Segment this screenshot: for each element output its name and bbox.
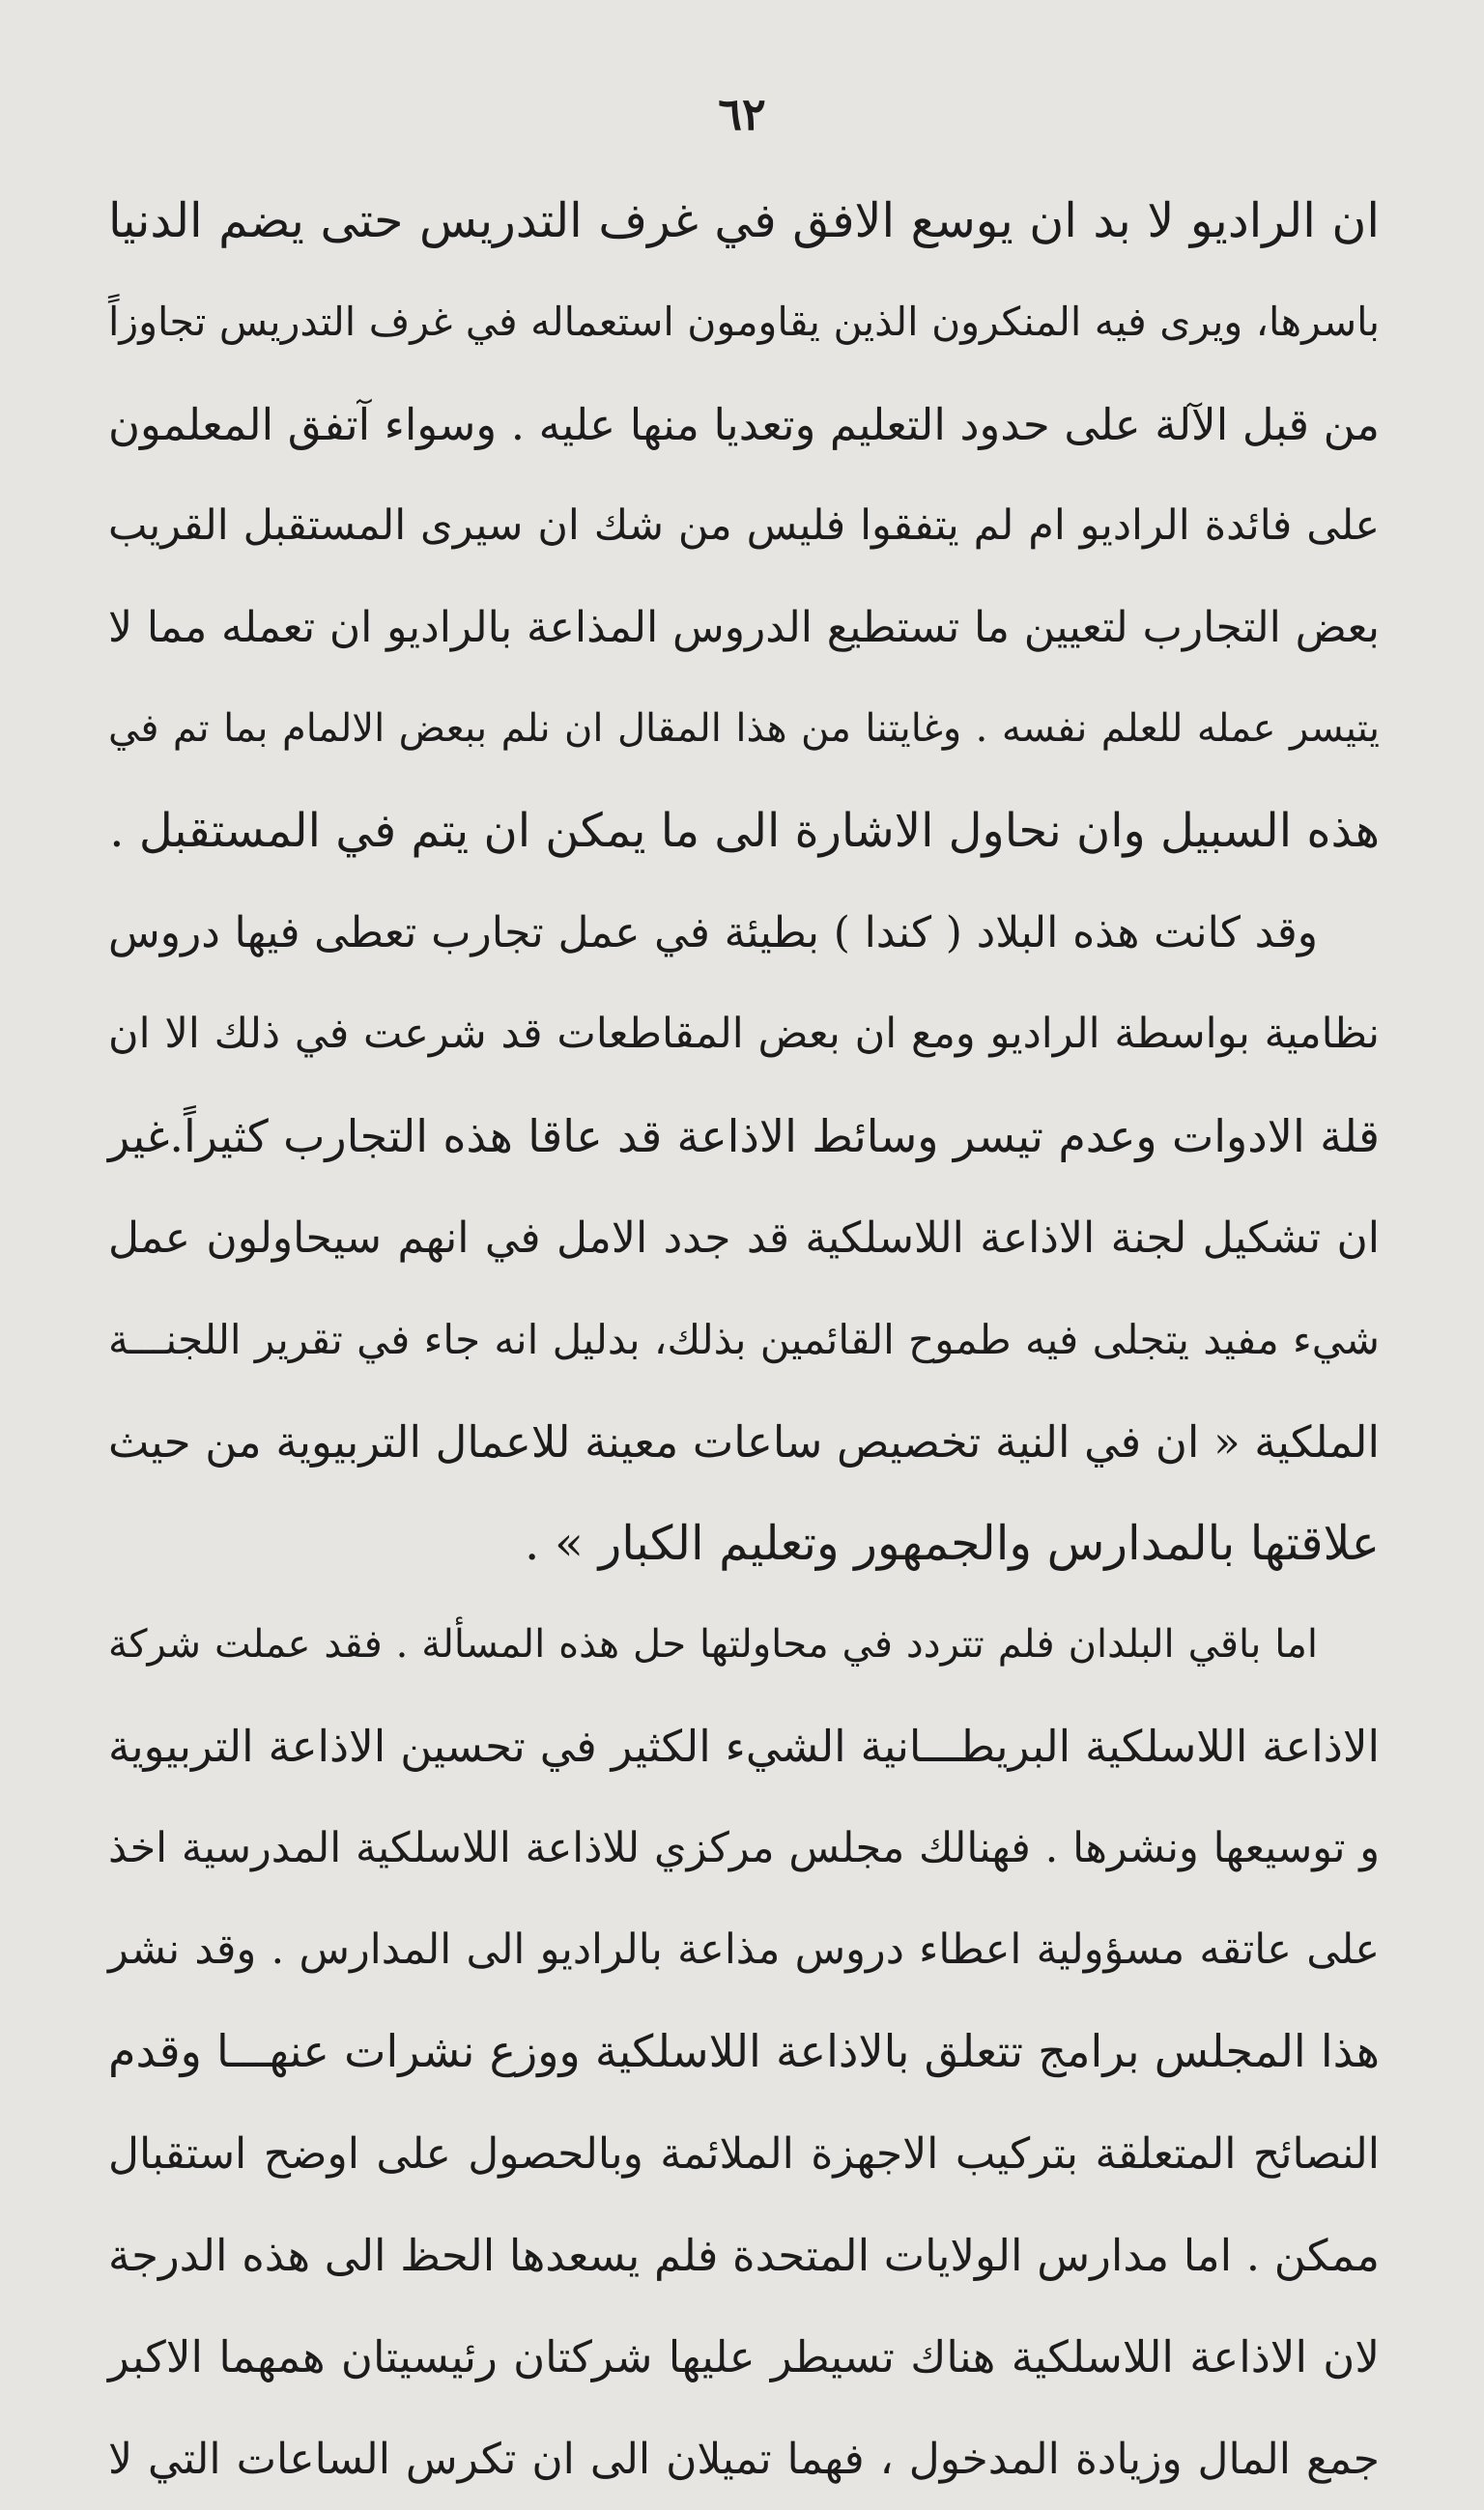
body-text [108, 170, 1380, 2510]
text-line: على عاتقه مسؤولية اعطاء دروس مذاعة بالراديو الى المدارس . وقد نشر [108, 1925, 1380, 1975]
text-line: قلة الادوات وعدم تيسر وسائط الاذاعة قد عاقا هذه التجارب كثيراً.غير [108, 1109, 1380, 1162]
text-line: و توسيعها ونشرها . فهنالك مجلس مركزي للاذاعة اللاسلكية المدرسية اخذ [108, 1823, 1380, 1872]
text-line: علاقتها بالمدارس والجمهور وتعليم الكبار » . [524, 1515, 1380, 1571]
text-line: يتيسر عمله للعلم نفسه . وغايتنا من هذا المقال ان نلم ببعض الالمام بما تم في [108, 706, 1380, 752]
paragraph-start-line: اما باقي البلدان فلم تتردد في محاولتها حل هذه المسألة . فقد عملت شركة [108, 1622, 1318, 1668]
text-line: باسرها، ويرى فيه المنكرون الذين يقاومون استعماله في غرف التدريس تجاوزاً [108, 299, 1380, 346]
text-line: نظامية بواسطة الراديو ومع ان بعض المقاطعات قد شرعت في ذلك الا ان [108, 1010, 1380, 1059]
text-line: الملكية « ان في النية تخصيص ساعات معينة للاعمال التربيوية من حيث [108, 1415, 1380, 1468]
text-line: هذا المجلس برامج تتعلق بالاذاعة اللاسلكية ووزع نشرات عنهـــا وقدم [108, 2025, 1380, 2078]
text-line: الاذاعة اللاسلكية البريطـــانية الشيء الكثير في تحسين الاذاعة التربيوية [108, 1721, 1380, 1773]
page-number: ٦٢ [718, 88, 766, 140]
text-line: هذه السبيل وان نحاول الاشارة الى ما يمكن ان يتم في المستقبل . [109, 803, 1380, 858]
text-line: شيء مفيد يتجلى فيه طموح القائمين بذلك، بدليل انه جاء في تقرير اللجنـــة [108, 1316, 1380, 1364]
text-line: النصائح المتعلقة بتركيب الاجهزة الملائمة وبالحصول على اوضح استقبال [108, 2128, 1380, 2179]
text-line: لان الاذاعة اللاسلكية هناك تسيطر عليها شركتان رئيسيتان همهما الاكبر [108, 2331, 1380, 2383]
text-line: ان الراديو لا بد ان يوسع الافق في غرف التدريس حتى يضم الدنيا [108, 193, 1380, 248]
text-line: من قبل الآلة على حدود التعليم وتعديا منها عليه . وسواء آتفق المعلمون [108, 398, 1380, 450]
text-line: بعض التجارب لتعيين ما تستطيع الدروس المذاعة بالراديو ان تعمله مما لا [108, 603, 1380, 653]
paragraph-start-line: وقد كانت هذه البلاد ( كندا ) بطيئة في عمل تجارب تعطى فيها دروس [108, 908, 1318, 958]
text-line: على فائدة الراديو ام لم يتفقوا فليس من شك ان سيرى المستقبل القريب [108, 500, 1380, 550]
text-line: ممكن . اما مدارس الولايات المتحدة فلم يسعدها الحظ الى هذه الدرجة [108, 2229, 1380, 2281]
text-line: جمع المال وزيادة المدخول ، فهما تميلان الى ان تكرس الساعات التي لا [108, 2434, 1380, 2484]
text-line: ان تشكيل لجنة الاذاعة اللاسلكية قد جدد الامل في انهم سيحاولون عمل [108, 1212, 1380, 1263]
